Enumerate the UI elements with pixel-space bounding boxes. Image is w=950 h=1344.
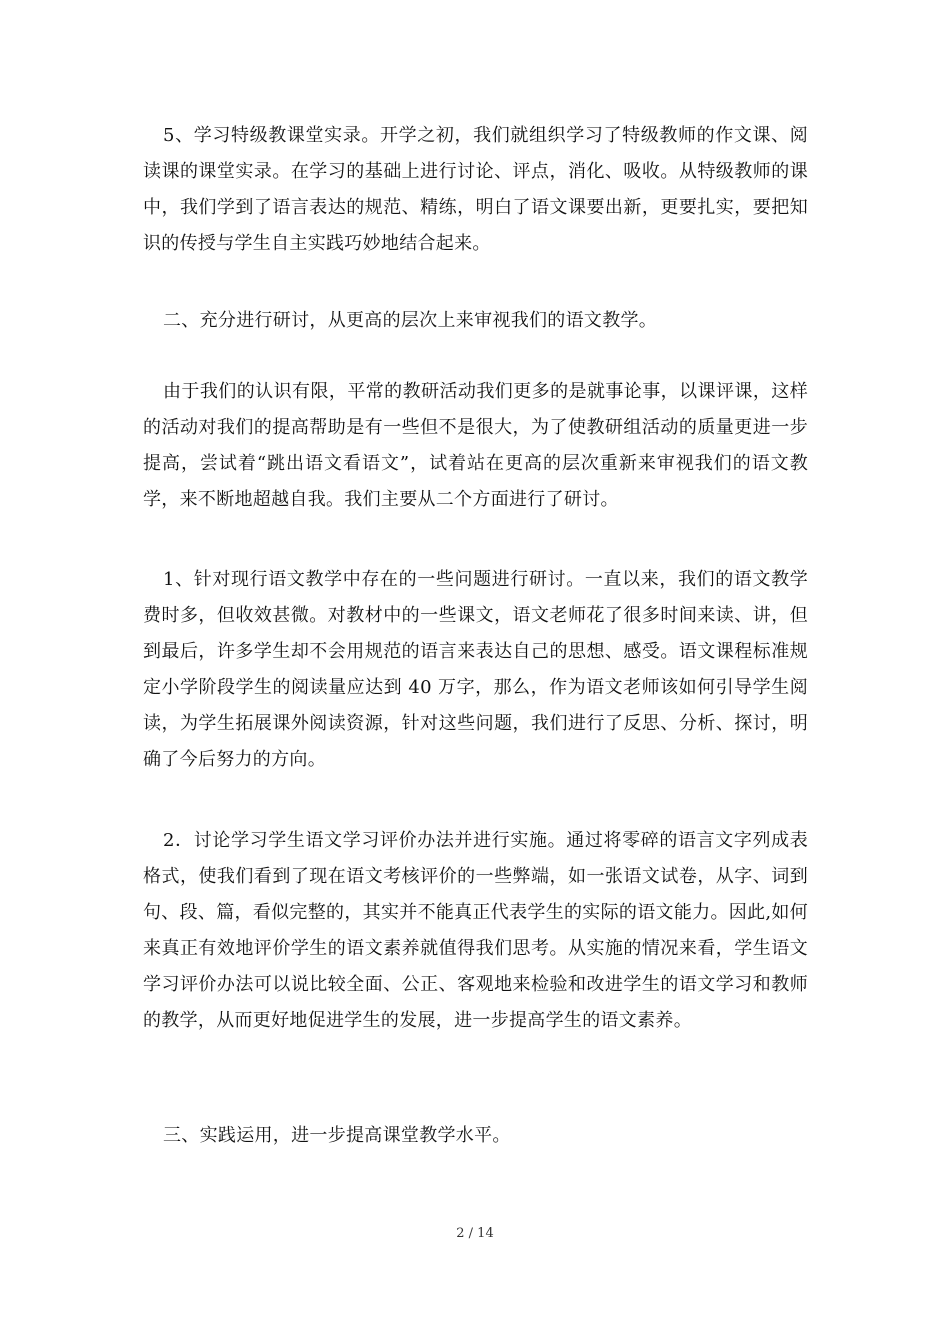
paragraph-special-teacher-records: 5、学习特级教课堂实录。开学之初，我们就组织学习了特级教师的作文课、阅读课的课堂实录。在学习的基础上进行讨论、评点，消化、吸收。从特级教师的课中，我们学到了语言表达的规范、精练，明白了语文课要出新，更要扎实，要把知识的传授与学生自主实践巧妙地结合起来。 [143,125,808,254]
paragraph-evaluation-methods: 2．讨论学习学生语文学习评价办法并进行实施。通过将零碎的语言文字列成表格式，使我们看到了现在语文考核评价的一些弊端，如一张语文试卷，从字、词到句、段、篇，看似完整的，其实并不能真正代表学生的实际的语文能力。因此,如何来真正有效地评价学生的语文素养就值得我们思考。从实施的情况来看，学生语文学习评价办法可以说比较全面、公正、客观地来检验和改进学生的语文学习和教师的教学，从而更好地促进学生的发展，进一步提高学生的语文素养。 [143,830,808,1031]
section-heading-practice: 三、实践运用，进一步提高课堂教学水平。 [163,1125,511,1146]
paragraph-research-intro: 由于我们的认识有限，平常的教研活动我们更多的是就事论事，以课评课，这样的活动对我们的提高帮助是有一些但不是很大，为了使教研组活动的质量更进一步提高，尝试着“跳出语文看语文”，试着站在更高的层次重新来审视我们的语文教学，来不断地超越自我。我们主要从二个方面进行了研讨。 [143,381,808,510]
page-number: 2 / 14 [456,1226,494,1241]
section-heading-research: 二、充分进行研讨，从更高的层次上来审视我们的语文教学。 [163,310,658,331]
paragraph-teaching-problems: 1、针对现行语文教学中存在的一些问题进行研讨。一直以来，我们的语文教学费时多，但收效甚微。对教材中的一些课文，语文老师花了很多时间来读、讲，但到最后，许多学生却不会用规范的语言来表达自己的思想、感受。语文课程标准规定小学阶段学生的阅读量应达到 40 万字，那么，作为语文老师该如何引导学生阅读，为学生拓展课外阅读资源，针对这些问题，我们进行了反思、分析、探讨，明确了今后努力的方向。 [143,569,808,770]
